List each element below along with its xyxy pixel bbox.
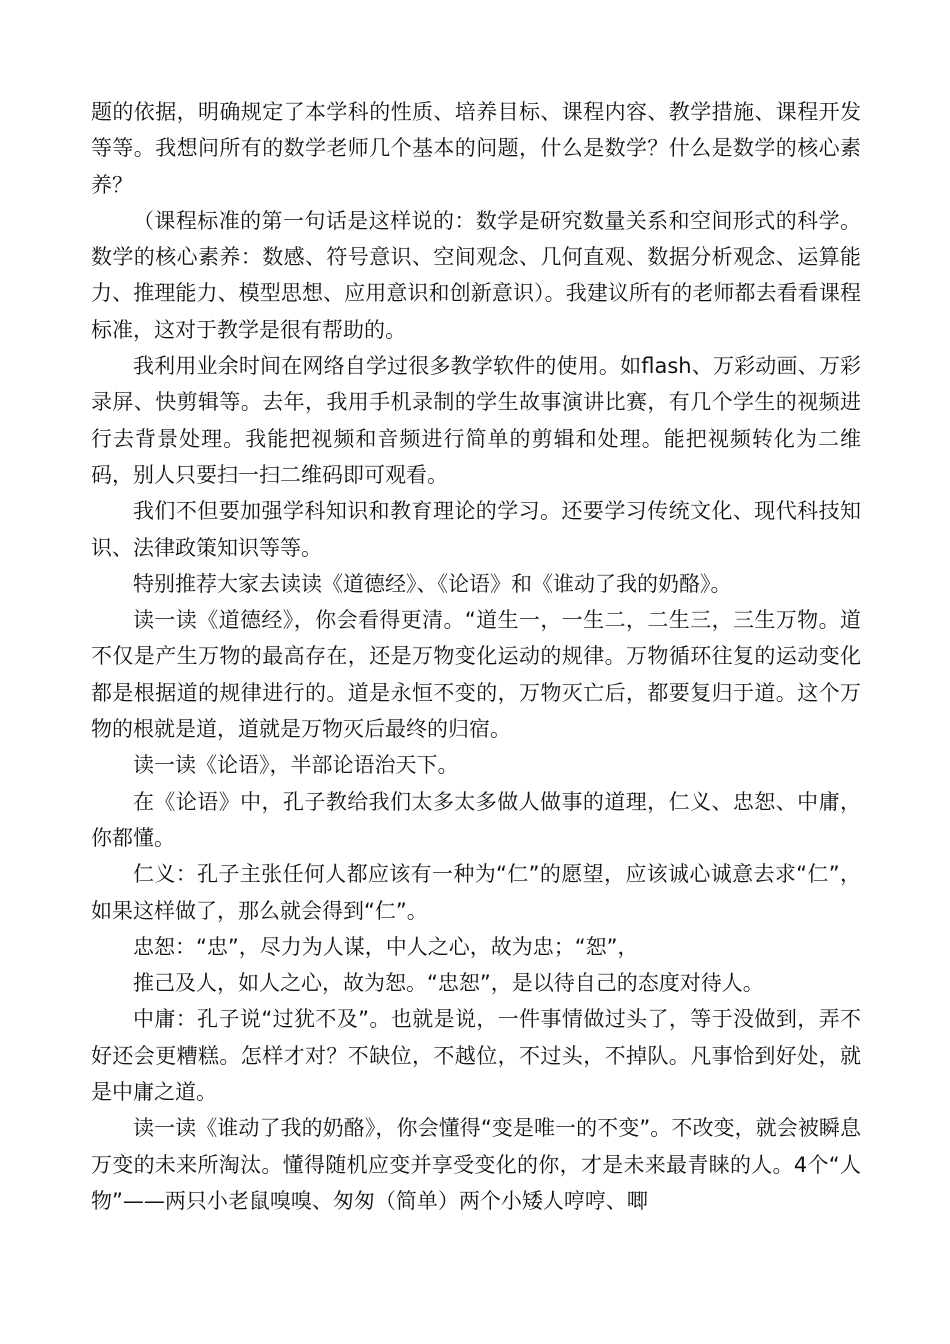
- paragraph-teaching-software: 我利用业余时间在网络自学过很多教学软件的使用。如flash、万彩动画、万彩录屏、快剪辑等。去年，我用手机录制的学生故事演讲比赛，有几个学生的视频进行去背景处理。我能把视频和音频进行简单的剪辑和处理。能把视频转化为二维码，别人只要扫一扫二维码即可观看。: [91, 354, 861, 487]
- paragraph-lunyu-intro: 读一读《论语》，半部论语治天下。: [133, 753, 459, 778]
- paragraph-lunyu-lessons: 在《论语》中，孔子教给我们太多太多做人做事的道理，仁义、忠恕、中庸，你都懂。: [91, 789, 861, 850]
- paragraph-curriculum-basis: 题的依据，明确规定了本学科的性质、培养目标、课程内容、教学措施、课程开发等等。我想问所有的数学老师几个基本的问题，什么是数学？什么是数学的核心素养？: [91, 100, 861, 197]
- paragraph-book-recommendation: 特别推荐大家去读读《道德经》、《论语》和《谁动了我的奶酪》。: [133, 571, 732, 596]
- paragraph-daodejing: 读一读《道德经》，你会看得更清。“道生一，一生二，二生三，三生万物。道不仅是产生万物的最高存在，还是万物变化运动的规律。万物循环往复的运动变化都是根据道的规律进行的。道是永恒不变的，万物灭亡后，都要复归于道。这个万物的根就是道，道就是万物灭后最终的归宿。: [91, 608, 861, 742]
- paragraph-renyi: 仁义：孔子主张任何人都应该有一种为“仁”的愿望，应该诚心诚意去求“仁”，如果这样做了，那么就会得到“仁”。: [91, 862, 861, 923]
- paragraph-curriculum-standard: （课程标准的第一句话是这样说的：数学是研究数量关系和空间形式的科学。数学的核心素养：数感、符号意识、空间观念、几何直观、数据分析观念、运算能力、推理能力、模型思想、应用意识和创新意识）。我建议所有的老师都去看看课程标准，这对于教学是很有帮助的。: [91, 208, 861, 342]
- document-page: [91, 94, 861, 1219]
- paragraph-knowledge-learning: 我们不但要加强学科知识和教育理论的学习。还要学习传统文化、现代科技知识、法律政策知识等等。: [91, 499, 861, 560]
- paragraph-cheese: 读一读《谁动了我的奶酪》，你会懂得“变是唯一的不变”。不改变，就会被瞬息万变的未来所淘汰。懂得随机应变并享受变化的你，才是未来最青睐的人。4个“人物”——两只小老鼠嗅嗅、匆匆（简单）两个小矮人哼哼、唧: [91, 1116, 861, 1213]
- paragraph-zhongyong: 中庸：孔子说“过犹不及”。也就是说，一件事情做过头了，等于没做到，弄不好还会更糟糕。怎样才对？不缺位，不越位，不过头，不掉队。凡事恰到好处，就是中庸之道。: [91, 1007, 861, 1105]
- paragraph-tuiji: 推己及人，如人之心，故为恕。“忠恕”，是以待自己的态度对待人。: [133, 971, 764, 996]
- paragraph-zhongshu: 忠恕：“忠”，尽力为人谋，中人之心，故为忠；“恕”，: [133, 934, 639, 959]
